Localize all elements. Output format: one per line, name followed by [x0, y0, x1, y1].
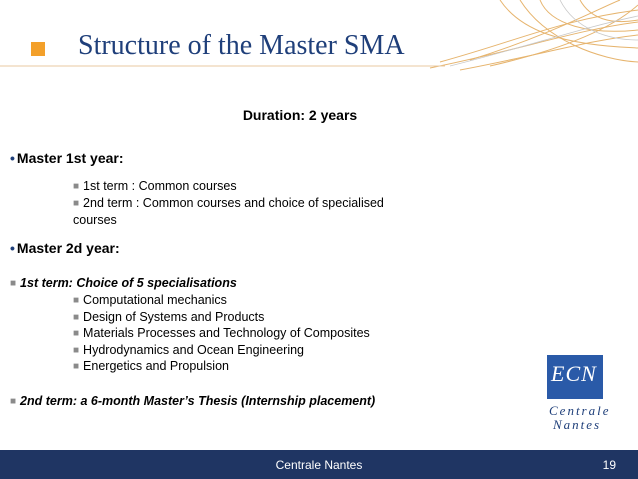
- specialisation-text: Design of Systems and Products: [83, 310, 265, 324]
- bullet-icon: •: [10, 240, 15, 256]
- footer-bar: [0, 450, 638, 479]
- logo-text-line1: Centrale: [549, 403, 611, 418]
- square-bullet-icon: ■: [73, 198, 80, 209]
- year1-item-text: 2nd term : Common courses and choice of specialised: [83, 196, 384, 210]
- year1-item: [73, 196, 384, 210]
- year2-term2: [10, 394, 375, 408]
- year2-term1-text: 1st term: Choice of 5 specialisations: [20, 276, 237, 290]
- square-bullet-icon: ■: [73, 181, 80, 192]
- year1-heading: [10, 150, 124, 166]
- specialisation-item: [73, 326, 370, 340]
- specialisation-text: Computational mechanics: [83, 293, 227, 307]
- centrale-nantes-logo: [547, 355, 611, 435]
- year1-heading-text: Master 1st year:: [16, 150, 124, 166]
- square-bullet-icon: ■: [73, 295, 80, 306]
- square-bullet-icon: ■: [73, 312, 80, 323]
- specialisation-text: Materials Processes and Technology of Composites: [83, 326, 370, 340]
- year1-item-text: 1st term : Common courses: [83, 179, 237, 193]
- year1-item: [73, 179, 237, 193]
- year2-heading: [10, 240, 120, 256]
- page-number: 19: [602, 458, 616, 472]
- specialisation-item: [73, 343, 304, 357]
- bullet-icon: •: [10, 150, 15, 166]
- title-bullet-square: [31, 42, 45, 56]
- footer-label: Centrale Nantes: [275, 458, 363, 472]
- specialisation-item: [73, 310, 264, 324]
- square-bullet-icon: ■: [10, 396, 17, 407]
- square-bullet-icon: ■: [73, 345, 80, 356]
- year2-heading-text: Master 2d year:: [16, 240, 120, 256]
- logo-mark-text: ECN: [551, 361, 597, 386]
- specialisation-item: [73, 359, 229, 373]
- square-bullet-icon: ■: [73, 328, 80, 339]
- year1-item-continuation: courses: [73, 213, 117, 227]
- square-bullet-icon: ■: [73, 361, 80, 372]
- year2-term1: [10, 276, 237, 290]
- duration-text: Duration: 2 years: [242, 107, 358, 123]
- logo-text-line2: Nantes: [553, 417, 602, 432]
- specialisation-text: Hydrodynamics and Ocean Engineering: [83, 343, 305, 357]
- year2-term2-text: 2nd term: a 6-month Master’s Thesis (Internship placement): [20, 394, 376, 408]
- specialisation-text: Energetics and Propulsion: [83, 359, 229, 373]
- square-bullet-icon: ■: [10, 278, 17, 289]
- slide-title: Structure of the Master SMA: [78, 30, 405, 61]
- logo-mark: [547, 355, 603, 399]
- specialisation-item: [73, 293, 227, 307]
